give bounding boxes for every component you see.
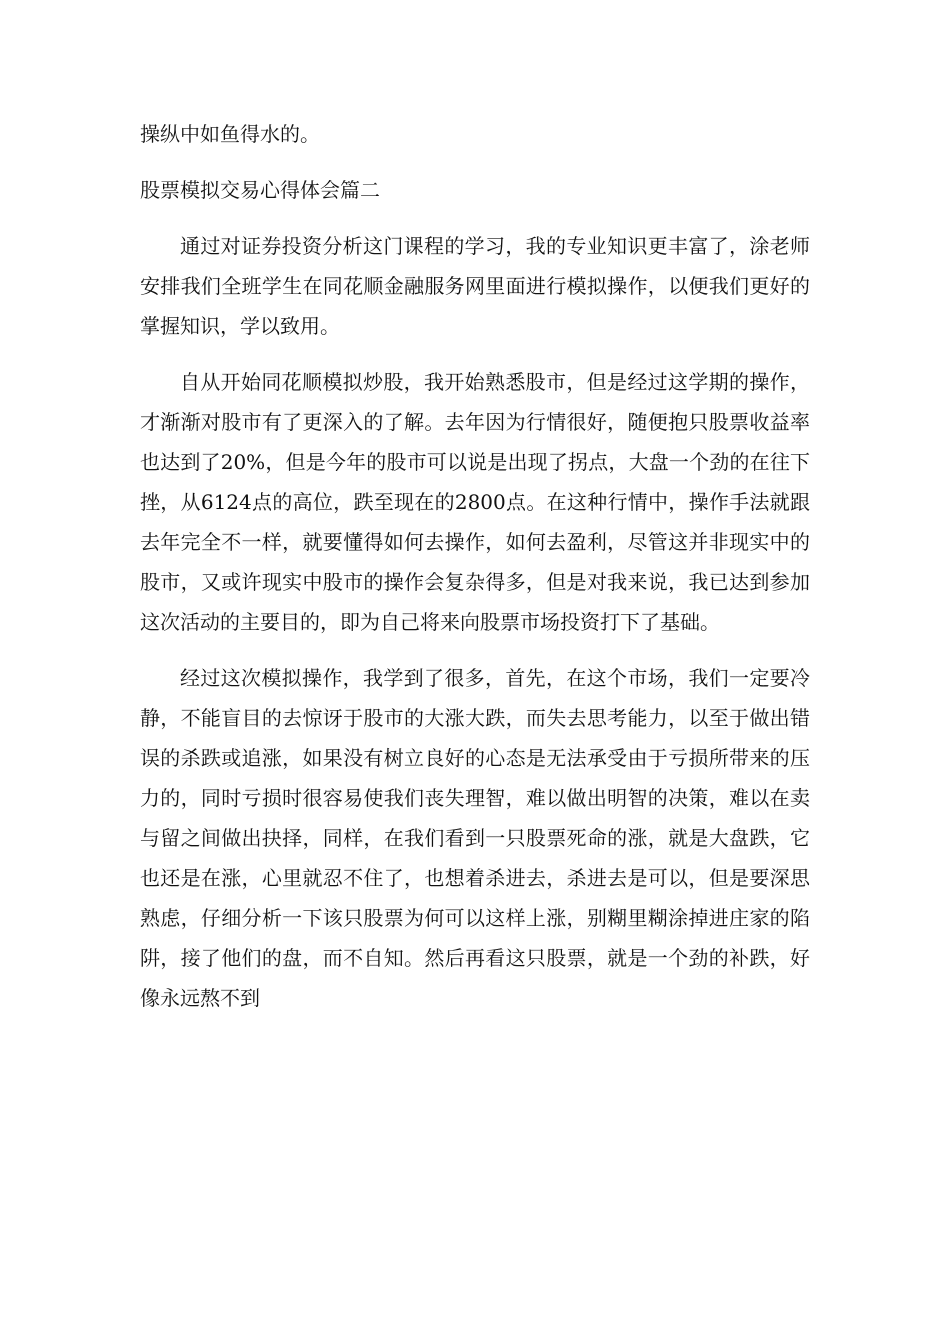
- section-heading: 股票模拟交易心得体会篇二: [140, 178, 380, 202]
- paragraph-continuation: 操纵中如鱼得水的。: [140, 122, 320, 146]
- paragraph-lessons: 经过这次模拟操作，我学到了很多，首先，在这个市场，我们一定要冷静，不能盲目的去惊讶于股市的大涨大跌，而失去思考能力，以至于做出错误的杀跌或追涨，如果没有树立良好的心态是无法承受由于亏损所带来的压力的，同时亏损时很容易使我们丧失理智，难以做出明智的决策，难以在卖与留之间做出抉择，同样，在我们看到一只股票死命的涨，就是大盘跌，它也还是在涨，心里就忍不住了，也想着杀进去，杀进去是可以，但是要深思熟虑，仔细分析一下该只股票为何可以这样上涨，别糊里糊涂掉进庄家的陷阱，接了他们的盘，而不自知。然后再看这只股票，就是一个劲的补跌，好像永远熬不到: [140, 666, 810, 1010]
- paragraph-experience: 自从开始同花顺模拟炒股，我开始熟悉股市，但是经过这学期的操作，才渐渐对股市有了更深入的了解。去年因为行情很好，随便抱只股票收益率也达到了20%，但是今年的股市可以说是出现了拐点，大盘一个劲的在往下挫，从6124点的高位，跌至现在的2800点。在这种行情中，操作手法就跟去年完全不一样，就要懂得如何去操作，如何去盈利，尽管这并非现实中的股市，又或许现实中股市的操作会复杂得多，但是对我来说，我已达到参加这次活动的主要目的，即为自己将来向股票市场投资打下了基础。: [140, 370, 810, 634]
- paragraph-intro: 通过对证券投资分析这门课程的学习，我的专业知识更丰富了，涂老师安排我们全班学生在同花顺金融服务网里面进行模拟操作，以便我们更好的掌握知识，学以致用。: [140, 234, 810, 338]
- document-body: [140, 114, 810, 1018]
